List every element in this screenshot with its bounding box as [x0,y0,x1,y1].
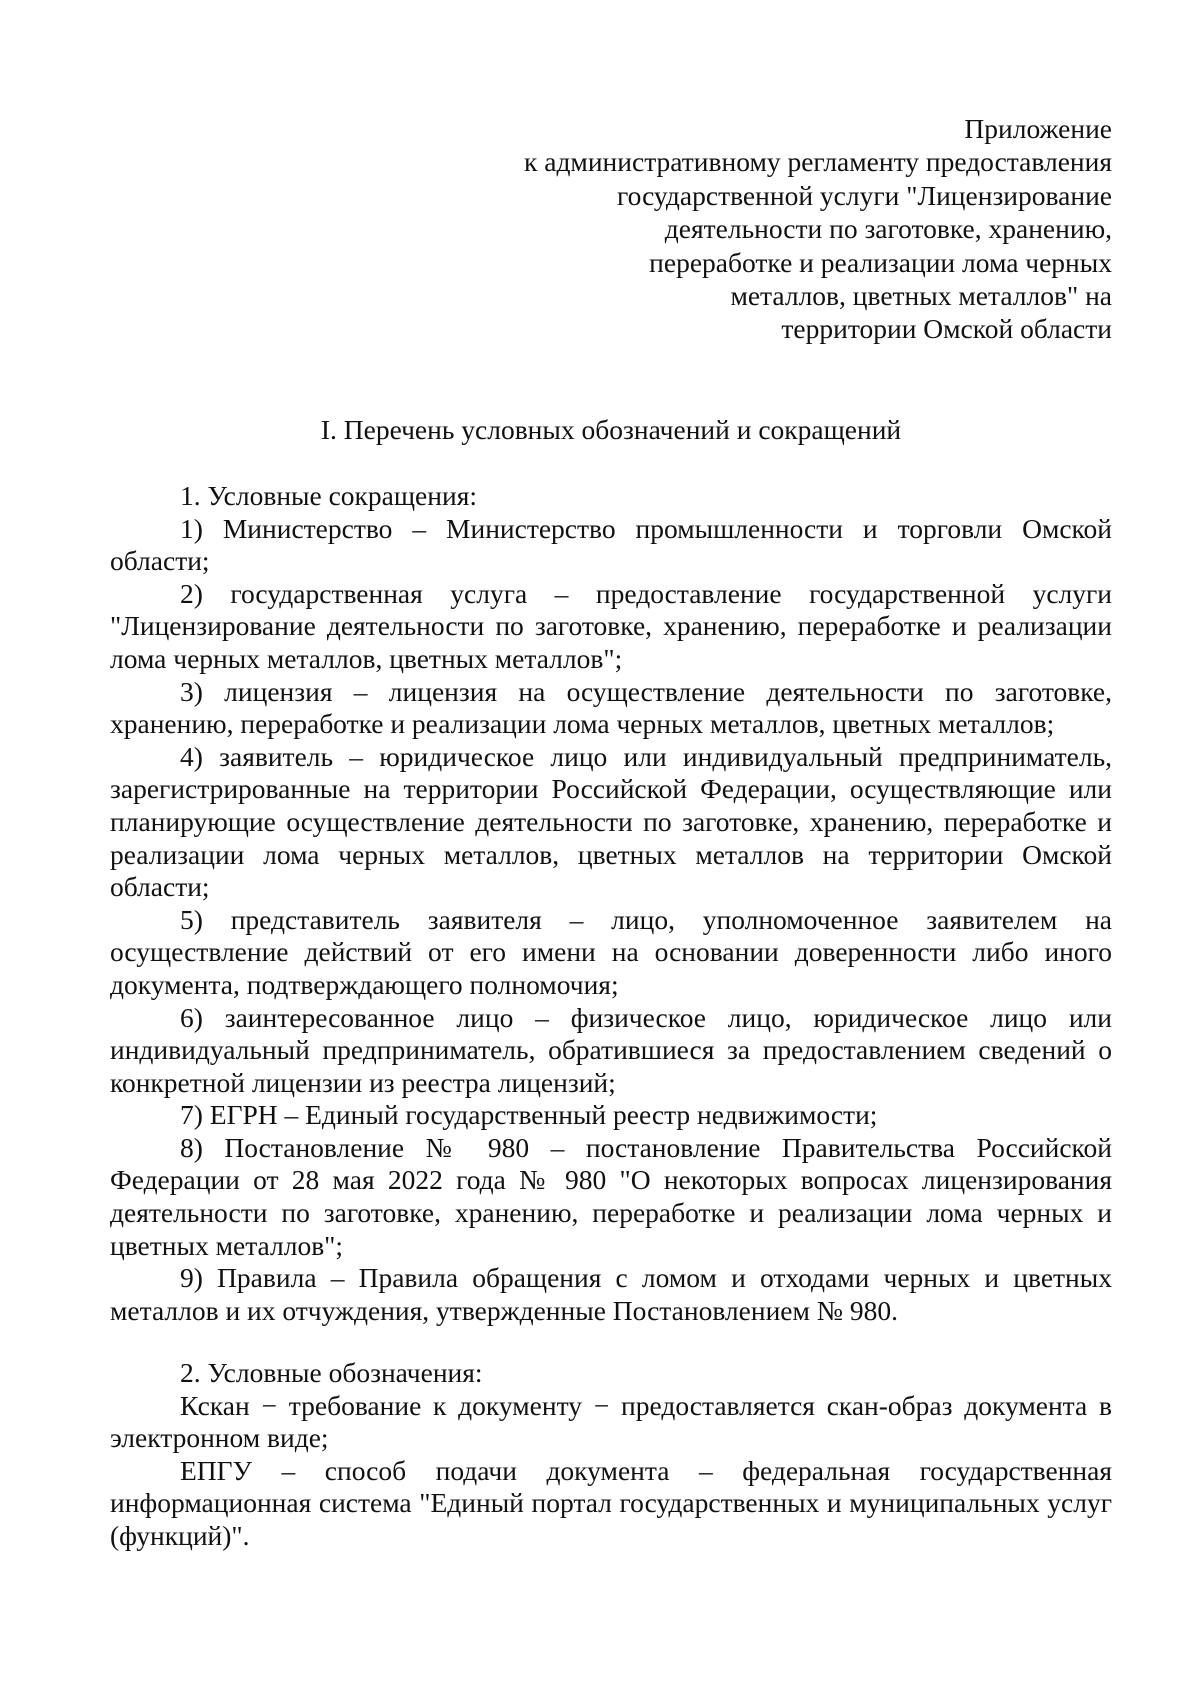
abbreviation-item: 2) государственная услуга – предоставление государственной услуги "Лицензирование деятельности по заготовке, хранению, переработке и реализации лома черных металлов, цветных металлов"; [110,577,1112,674]
appendix-line: деятельности по заготовке, хранению, [664,213,1112,245]
abbreviation-item: 7) ЕГРН – Единый государственный реестр недвижимости; [180,1099,878,1131]
abbreviation-item: 5) представитель заявителя – лицо, уполномоченное заявителем на осуществление действий от его имени на основании доверенности либо иного документа, подтверждающего полномочия; [110,903,1112,1000]
designation-item: Кскан − требование к документу − предоставляется скан-образ документа в электронном виде; [110,1389,1112,1454]
appendix-line: к административному регламенту предоставления [524,146,1112,178]
abbreviations-section [110,480,1112,1327]
abbreviation-item: 9) Правила – Правила обращения с ломом и отходами черных и цветных металлов и их отчуждения, утвержденные Постановлением № 980. [110,1262,1112,1326]
appendix-line: территории Омской области [781,313,1112,345]
appendix-line: металлов, цветных металлов" на [730,280,1112,312]
abbreviation-item: 8) Постановление № 980 – постановление Правительства Российской Федерации от 28 мая 2022 года № 980 "О некоторых вопросах лицензирования деятельности по заготовке, хранению, переработке и реализации лома черных и цветных металлов"; [110,1131,1112,1261]
appendix-line: Приложение [964,113,1112,144]
designations-section [110,1357,1112,1553]
designations-heading: 2. Условные обозначения: [180,1357,483,1388]
abbreviation-item: 3) лицензия – лицензия на осуществление деятельности по заготовке, хранению, переработке и реализации лома черных металлов, цветных металлов; [110,675,1112,740]
abbreviation-item: 6) заинтересованное лицо – физическое лицо, юридическое лицо или индивидуальный предприниматель, обратившиеся за предоставлением сведений о конкретной лицензии из реестра лицензий; [110,1001,1112,1098]
appendix-line: переработке и реализации лома черных [649,246,1112,278]
appendix-header [472,112,1112,346]
abbreviation-item: 1) Министерство – Министерство промышленности и торговли Омской области; [110,512,1112,577]
designation-item: ЕПГУ – способ подачи документа – федеральная государственная информационная система "Единый портал государственных и муниципальных услуг (функций)". [110,1454,1112,1551]
appendix-line: государственной услуги "Лицензирование [617,179,1112,211]
abbreviations-heading: 1. Условные сокращения: [180,480,477,511]
section-title: I. Перечень условных обозначений и сокращений [320,414,902,445]
abbreviation-item: 4) заявитель – юридическое лицо или индивидуальный предприниматель, зарегистрированные на территории Российской Федерации, осуществляющие или планирующие осуществление деятельности по заготовке, хранению, переработке и реализации лома черных металлов, цветных металлов на территории Омской области; [110,740,1112,903]
